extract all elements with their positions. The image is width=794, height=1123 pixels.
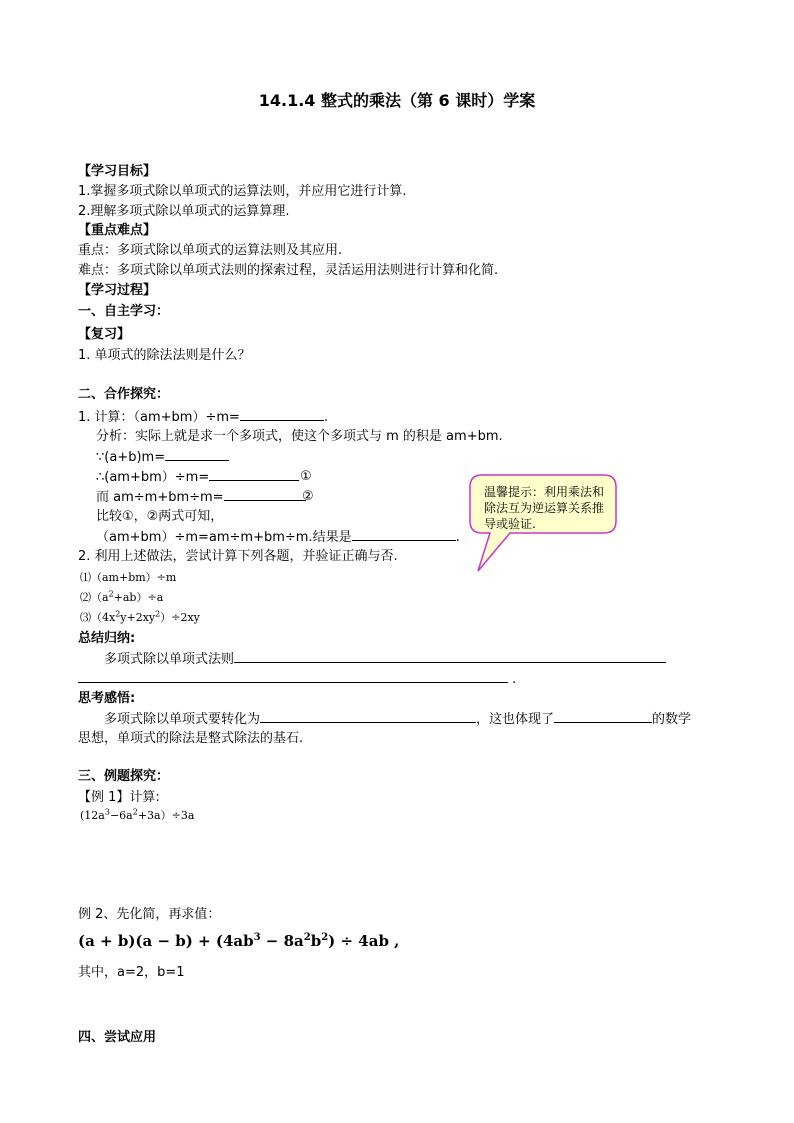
review-heading: 【复习】 (78, 327, 131, 342)
exercise-1: ⑴（am+bm）÷m (80, 571, 177, 584)
goal-item-1: 1.掌握多项式除以单项式的运算法则，并应用它进行计算. (78, 184, 407, 199)
explore-question-1-text: 1. 计算：（am+bm）÷m= (78, 410, 240, 425)
answer-blank[interactable] (78, 670, 508, 683)
mark-2: ② (302, 489, 314, 504)
part2-heading: 二、合作探究： (78, 387, 170, 402)
think-heading: 思考感悟: (78, 691, 136, 706)
er-line (96, 488, 306, 506)
result-text: （am+bm）÷m=am÷m+bm÷m.结果是 (96, 530, 352, 545)
part4-heading: 四、尝试应用 (78, 1030, 157, 1045)
key-heading: 【重点难点】 (78, 223, 157, 238)
difficult-point: 难点：多项式除以单项式法则的探索过程，灵活运用法则进行计算和化简. (78, 263, 499, 278)
summary-line-2: . (78, 670, 516, 688)
summary-heading: 总结归纳: (78, 631, 136, 646)
explore-question-1: 1. 计算：（am+bm）÷m= . (78, 410, 329, 425)
goal-item-2: 2.理解多项式除以单项式的运算算理. (78, 204, 290, 219)
answer-blank[interactable] (240, 408, 324, 421)
result-line: （am+bm）÷m=am÷m+bm÷m.结果是 . (96, 530, 460, 545)
explore-question-2: 2. 利用上述做法，尝试计算下列各题，并验证正确与否. (78, 549, 398, 564)
answer-blank[interactable] (165, 448, 229, 461)
exercise-2: $⑵(a^2+ab)\div a$ (80, 589, 164, 604)
hint-callout-text: 温馨提示：利用乘法和除法互为逆运算关系推导或验证. (484, 485, 605, 531)
think-line-1: 多项式除以单项式要转化为 ，这也体现了 的数学 (104, 712, 692, 727)
key-point: 重点：多项式除以单项式的运算法则及其应用. (78, 243, 343, 258)
answer-blank[interactable] (554, 710, 652, 723)
because-line (96, 448, 229, 466)
summary-line (104, 650, 666, 668)
summary-text: 多项式除以单项式法则 (104, 652, 235, 667)
analysis-text: 分析：实际上就是求一个多项式，使这个多项式与 m 的积是 am+bm. (96, 429, 503, 444)
example-2-formula: $(a + b)(a - b) + (4ab^3 - 8a^2b^2) \div 4ab$ , (78, 932, 400, 950)
mark-1: ① (300, 469, 312, 484)
example-2-label: 例 2、先化简，再求值： (78, 907, 221, 922)
example-2-given: 其中，a=2，b=1 (78, 965, 185, 980)
part1-heading: 一、自主学习： (78, 304, 170, 319)
goals-heading: 【学习目标】 (78, 164, 157, 179)
answer-blank[interactable] (209, 468, 299, 481)
answer-blank[interactable] (234, 650, 666, 663)
answer-blank[interactable] (352, 528, 456, 541)
answer-blank[interactable] (224, 488, 306, 501)
therefore-line (96, 468, 299, 486)
compare-text: 比较①，②两式可知， (96, 509, 224, 524)
example-1-expression: $(12a^3-6a^2+3a)\div 3a$ (80, 807, 195, 822)
example-1-label: 【例 1】计算: (78, 790, 160, 805)
part3-heading: 三、例题探究： (78, 769, 170, 784)
process-heading: 【学习过程】 (78, 283, 157, 298)
think-line-2: 思想，单项式的除法是整式除法的基石. (78, 731, 304, 746)
therefore-text: ∴(am+bm）÷m= (96, 470, 210, 485)
review-question: 1. 单项式的除法法则是什么？ (78, 348, 251, 363)
answer-blank[interactable] (260, 710, 476, 723)
er-text: 而 am÷m+bm÷m= (96, 490, 224, 505)
exercise-3: $⑶(4x^2y+2xy^2)\div 2xy$ (80, 609, 200, 624)
because-text: ∵(a+b)m= (96, 450, 166, 465)
page-title: 14.1.4 整式的乘法（第 6 课时）学案 (258, 91, 536, 110)
